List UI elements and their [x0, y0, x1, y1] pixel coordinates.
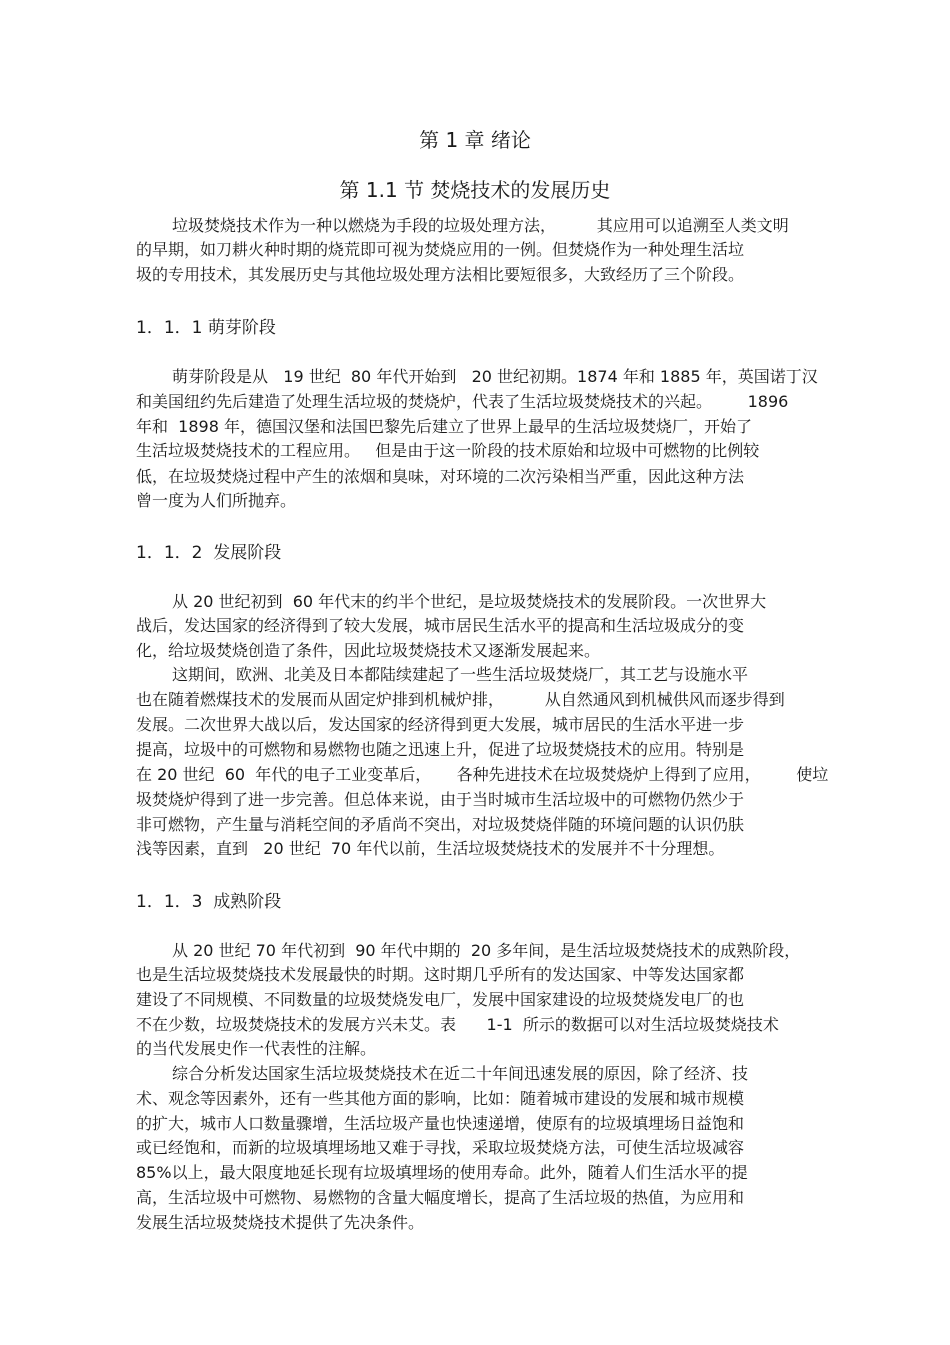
paragraph-line: 建设了不同规模、不同数量的垃圾焚烧发电厂，发展中国家建设的垃圾焚烧发电厂的也: [136, 990, 745, 1009]
paragraph-line: 发展生活垃圾焚烧技术提供了先决条件。: [136, 1213, 425, 1232]
paragraph-line: 和美国纽约先后建造了处理生活垃圾的焚烧炉，代表了生活垃圾焚烧技术的兴起。 1896: [136, 392, 789, 411]
intro-line: 圾的专用技术，其发展历史与其他垃圾处理方法相比要短很多，大致经历了三个阶段。: [136, 265, 745, 284]
paragraph-line: 85%以上，最大限度地延长现有垃圾填埋场的使用寿命。此外，随着人们生活水平的提: [136, 1163, 748, 1182]
paragraph-line: 也在随着燃煤技术的发展而从固定炉排到机械炉排， 从自然通风到机械供风而逐步得到: [136, 690, 785, 709]
chapter-title: 第 1 章 绪论: [419, 128, 531, 152]
intro-line: 的早期，如刀耕火种时期的烧荒即可视为焚烧应用的一例。但焚烧作为一种处理生活垃: [136, 240, 745, 259]
intro-line: 垃圾焚烧技术作为一种以燃烧为手段的垃圾处理方法， 其应用可以追溯至人类文明: [172, 216, 789, 235]
paragraph-line: 化，给垃圾焚烧创造了条件，因此垃圾焚烧技术又逐渐发展起来。: [136, 641, 601, 660]
subsection-heading-1-1-3: 1．1．3 成熟阶段: [136, 892, 282, 912]
paragraph-line: 从 20 世纪 70 年代初到 90 年代中期的 20 多年间，是生活垃圾焚烧技术的成熟阶段，: [172, 941, 801, 960]
subsection-heading-1-1-1: 1．1．1 萌芽阶段: [136, 318, 276, 338]
paragraph-line: 的当代发展史作一代表性的注解。: [136, 1039, 377, 1058]
paragraph-line: 这期间，欧洲、北美及日本都陆续建起了一些生活垃圾焚烧厂，其工艺与设施水平: [172, 665, 749, 684]
paragraph-line: 不在少数，垃圾焚烧技术的发展方兴未艾。表 1-1 所示的数据可以对生活垃圾焚烧技术: [136, 1015, 779, 1034]
paragraph-line: 提高，垃圾中的可燃物和易燃物也随之迅速上升，促进了垃圾焚烧技术的应用。特别是: [136, 740, 745, 759]
paragraph-line: 圾焚烧炉得到了进一步完善。但总体来说，由于当时城市生活垃圾中的可燃物仍然少于: [136, 790, 745, 809]
paragraph-line: 或已经饱和，而新的垃圾填埋场地又难于寻找，采取垃圾焚烧方法，可使生活垃圾减容: [136, 1138, 745, 1157]
paragraph-line: 生活垃圾焚烧技术的工程应用。 但是由于这一阶段的技术原始和垃圾中可燃物的比例较: [136, 441, 760, 460]
subsection-heading-1-1-2: 1．1．2 发展阶段: [136, 543, 282, 563]
paragraph-line: 综合分析发达国家生活垃圾焚烧技术在近二十年间迅速发展的原因，除了经济、技: [172, 1064, 749, 1083]
paragraph-line: 也是生活垃圾焚烧技术发展最快的时期。这时期几乎所有的发达国家、中等发达国家都: [136, 965, 745, 984]
paragraph-line: 的扩大，城市人口数量骤增，生活垃圾产量也快速递增，使原有的垃圾填埋场日益饱和: [136, 1114, 745, 1133]
paragraph-line: 浅等因素，直到 20 世纪 70 年代以前，生活垃圾焚烧技术的发展并不十分理想。: [136, 839, 725, 858]
paragraph-line: 高，生活垃圾中可燃物、易燃物的含量大幅度增长，提高了生活垃圾的热值，为应用和: [136, 1188, 745, 1207]
paragraph-line: 曾一度为人们所抛弃。: [136, 491, 297, 510]
paragraph-line: 低，在垃圾焚烧过程中产生的浓烟和臭味，对环境的二次污染相当严重，因此这种方法: [136, 467, 745, 486]
section-title: 第 1.1 节 焚烧技术的发展历史: [339, 178, 611, 202]
paragraph-line: 发展。二次世界大战以后，发达国家的经济得到更大发展，城市居民的生活水平进一步: [136, 715, 745, 734]
paragraph-line: 年和 1898 年，德国汉堡和法国巴黎先后建立了世界上最早的生活垃圾焚烧厂，开始了: [136, 417, 752, 436]
paragraph-line: 非可燃物，产生量与消耗空间的矛盾尚不突出，对垃圾焚烧伴随的环境问题的认识仍肤: [136, 815, 745, 834]
paragraph-line: 萌芽阶段是从 19 世纪 80 年代开始到 20 世纪初期。1874 年和 1885 年，英国诺丁汉: [172, 367, 818, 386]
paragraph-line: 战后，发达国家的经济得到了较大发展，城市居民生活水平的提高和生活垃圾成分的变: [136, 616, 745, 635]
paragraph-line: 在 20 世纪 60 年代的电子工业变革后， 各种先进技术在垃圾焚烧炉上得到了应用， 使垃: [136, 765, 829, 784]
paragraph-line: 从 20 世纪初到 60 年代末的约半个世纪，是垃圾焚烧技术的发展阶段。一次世界大: [172, 592, 767, 611]
paragraph-line: 术、观念等因素外，还有一些其他方面的影响，比如：随着城市建设的发展和城市规模: [136, 1089, 745, 1108]
